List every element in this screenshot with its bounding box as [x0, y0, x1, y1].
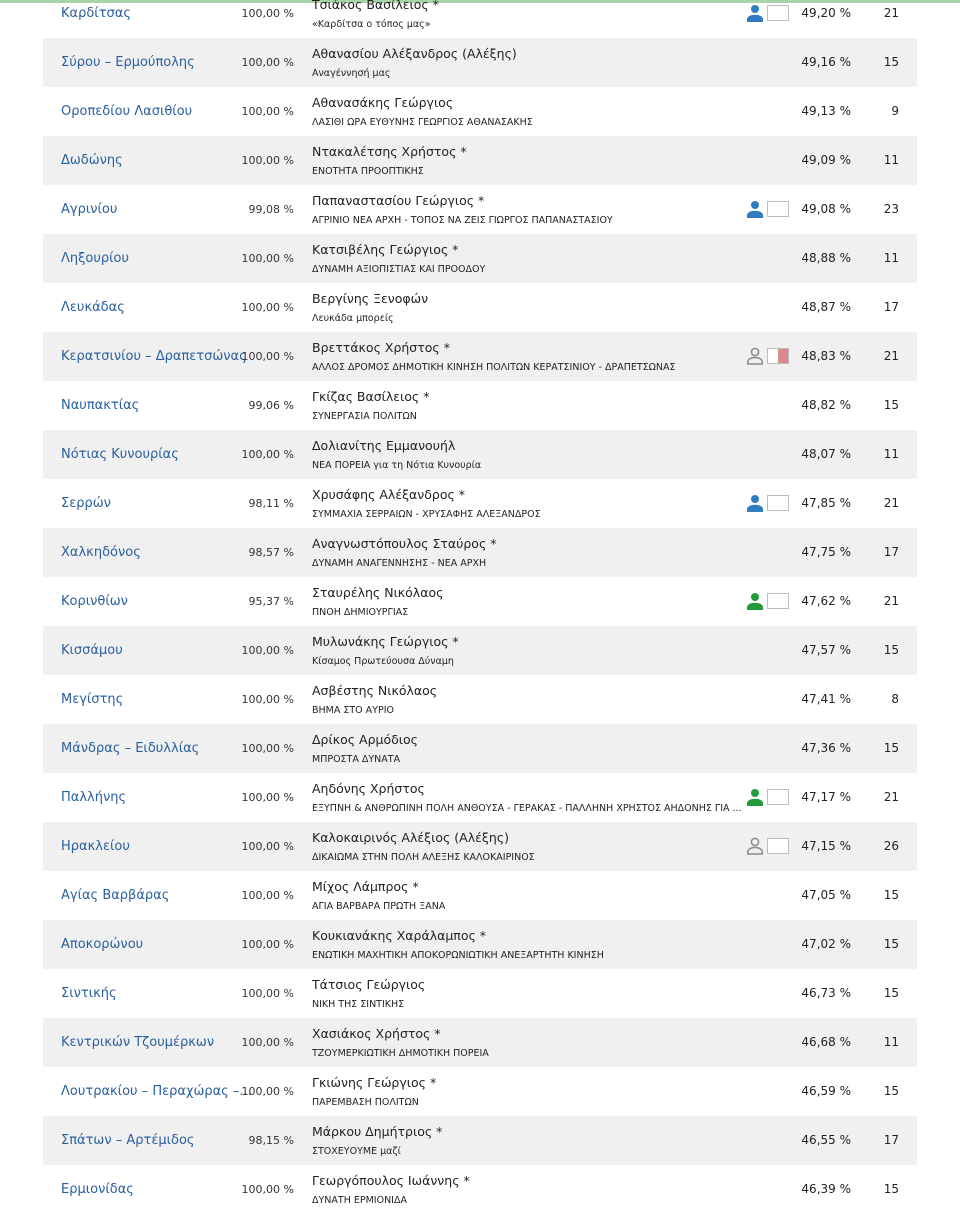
party-name: Αναγέννησή μας — [312, 68, 391, 79]
municipality-link[interactable]: Μάνδρας – Ειδυλλίας — [61, 741, 200, 756]
result-row — [43, 1018, 917, 1067]
municipality-link[interactable]: Σπάτων – Αρτέμιδος — [61, 1133, 195, 1148]
candidate-name: Κουκιανάκης Χαράλαμπος * — [312, 928, 487, 943]
result-row — [43, 283, 917, 332]
seats-count: 15 — [883, 937, 899, 951]
vote-percent: 48,82 % — [801, 398, 851, 412]
municipality-link[interactable]: Κεντρικών Τζουμέρκων — [61, 1035, 215, 1050]
municipality-link[interactable]: Αποκορώνου — [61, 937, 144, 952]
result-row — [43, 1165, 917, 1214]
result-row — [43, 1116, 917, 1165]
vote-percent: 47,75 % — [801, 545, 851, 559]
counted-percent: 100,00 % — [241, 1085, 294, 1098]
counted-percent: 99,06 % — [248, 399, 294, 412]
result-row — [43, 38, 917, 87]
result-row — [43, 381, 917, 430]
counted-percent: 100,00 % — [241, 56, 294, 69]
vote-percent: 46,73 % — [801, 986, 851, 1000]
party-name: ΝΙΚΗ ΤΗΣ ΣΙΝΤΙΚΗΣ — [312, 999, 405, 1010]
candidate-name: Χρυσάφης Αλέξανδρος * — [312, 487, 466, 502]
counted-percent: 98,15 % — [248, 1134, 294, 1147]
counted-percent: 100,00 % — [241, 301, 294, 314]
vote-percent: 47,15 % — [801, 839, 851, 853]
candidate-name: Τσιάκος Βασίλειος * — [312, 0, 439, 12]
result-row — [43, 430, 917, 479]
counted-percent: 100,00 % — [241, 105, 294, 118]
seats-count: 15 — [883, 55, 899, 69]
party-name: ΔΙΚΑΙΩΜΑ ΣΤΗΝ ΠΟΛΗ ΑΛΕΞΗΣ ΚΑΛΟΚΑΙΡΙΝΟΣ — [312, 852, 535, 863]
counted-percent: 100,00 % — [241, 693, 294, 706]
person-icon — [746, 494, 764, 512]
candidate-name: Γεωργόπουλος Ιωάννης * — [312, 1173, 470, 1188]
candidate-name: Ασβέστης Νικόλαος — [312, 683, 438, 698]
counted-percent: 100,00 % — [241, 350, 294, 363]
result-row — [43, 871, 917, 920]
seats-count: 17 — [883, 1133, 899, 1147]
person-icon — [746, 788, 764, 806]
vote-percent: 47,41 % — [801, 692, 851, 706]
candidate-name: Παπαναστασίου Γεώργιος * — [312, 193, 485, 208]
candidate-name: Καλοκαιρινός Αλέξιος (Αλέξης) — [312, 830, 509, 845]
counted-percent: 100,00 % — [241, 889, 294, 902]
result-row — [43, 136, 917, 185]
result-row — [43, 626, 917, 675]
party-name: «Καρδίτσα ο τόπος μας» — [312, 19, 431, 30]
party-name: ΕΞΥΠΝΗ & ΑΝΘΡΩΠΙΝΗ ΠΟΛΗ ΑΝΘΟΥΣΑ - ΓΕΡΑΚΑΣ - ΠΑΛΛΗΝΗ ΧΡΗΣΤΟΣ ΑΗΔΟΝΗΣ ΓΙΑ ... — [312, 803, 742, 814]
candidate-name: Γκιώνης Γεώργιος * — [312, 1075, 437, 1090]
seats-count: 11 — [883, 447, 899, 461]
candidate-name: Μάρκου Δημήτριος * — [312, 1124, 443, 1139]
party-name: ΣΥΜΜΑΧΙΑ ΣΕΡΡΑΙΩΝ - ΧΡΥΣΑΦΗΣ ΑΛΕΞΑΝΔΡΟΣ — [312, 509, 541, 520]
person-icon — [746, 837, 764, 855]
party-name: ΝΕΑ ΠΟΡΕΙΑ για τη Νότια Κυνουρία — [312, 460, 482, 471]
counted-percent: 98,11 % — [248, 497, 294, 510]
candidate-name: Μίχος Λάμπρος * — [312, 879, 419, 894]
counted-percent: 100,00 % — [241, 7, 294, 20]
counted-percent: 100,00 % — [241, 154, 294, 167]
candidate-name: Αθανασάκης Γεώργιος — [312, 95, 454, 110]
party-name: ΔΥΝΑΜΗ ΑΝΑΓΕΝΝΗΣΗΣ - ΝΕΑ ΑΡΧΗ — [312, 558, 487, 569]
vote-percent: 47,57 % — [801, 643, 851, 657]
seats-count: 15 — [883, 1084, 899, 1098]
counted-percent: 100,00 % — [241, 840, 294, 853]
vote-percent: 48,07 % — [801, 447, 851, 461]
municipality-link[interactable]: Κερατσινίου – Δραπετσώνας — [61, 349, 247, 364]
seats-count: 15 — [883, 741, 899, 755]
result-row — [43, 724, 917, 773]
party-name: ΕΝΩΤΙΚΗ ΜΑΧΗΤΙΚΗ ΑΠΟΚΟΡΩΝΙΩΤΙΚΗ ΑΝΕΞΑΡΤΗΤΗ ΚΙΝΗΣΗ — [312, 950, 604, 961]
seats-count: 21 — [883, 594, 899, 608]
vote-percent: 46,55 % — [801, 1133, 851, 1147]
municipality-link[interactable]: Κορινθίων — [61, 594, 128, 609]
vote-percent: 48,87 % — [801, 300, 851, 314]
vote-percent: 49,08 % — [801, 202, 851, 216]
municipality-link[interactable]: Ληξουρίου — [61, 251, 129, 266]
vote-percent: 47,62 % — [801, 594, 851, 608]
seats-count: 23 — [883, 202, 899, 216]
vote-percent: 49,09 % — [801, 153, 851, 167]
candidate-name: Αναγνωστόπουλος Σταύρος * — [312, 536, 497, 551]
party-name: ΠΝΟΗ ΔΗΜΙΟΥΡΓΙΑΣ — [312, 607, 409, 618]
results-table — [43, 0, 917, 1214]
vote-percent: 47,02 % — [801, 937, 851, 951]
party-name: ΛΑΣΙΘΙ ΩΡΑ ΕΥΘΥΝΗΣ ΓΕΩΡΓΙΟΣ ΑΘΑΝΑΣΑΚΗΣ — [312, 117, 533, 128]
municipality-link[interactable]: Μεγίστης — [61, 692, 124, 707]
municipality-link[interactable]: Λουτρακίου – Περαχώρας –... — [61, 1084, 252, 1099]
seats-count: 11 — [883, 1035, 899, 1049]
result-row — [43, 773, 917, 822]
candidate-name: Αθανασίου Αλέξανδρος (Αλέξης) — [312, 46, 517, 61]
seats-count: 21 — [883, 790, 899, 804]
party-name: ΜΠΡΟΣΤΑ ΔΥΝΑΤΑ — [312, 754, 401, 765]
vote-percent: 48,88 % — [801, 251, 851, 265]
result-row — [43, 87, 917, 136]
seats-count: 9 — [891, 104, 899, 118]
vote-percent: 49,13 % — [801, 104, 851, 118]
counted-percent: 100,00 % — [241, 1036, 294, 1049]
party-name: ΒΗΜΑ ΣΤΟ ΑΥΡΙΟ — [312, 705, 394, 716]
candidate-name: Χασιάκος Χρήστος * — [312, 1026, 441, 1041]
result-row — [43, 0, 917, 38]
seats-count: 26 — [883, 839, 899, 853]
municipality-link[interactable]: Λευκάδας — [61, 300, 125, 315]
vote-percent: 48,83 % — [801, 349, 851, 363]
party-name: ΔΥΝΑΤΗ ΕΡΜΙΟΝΙΔΑ — [312, 1195, 407, 1206]
seats-count: 21 — [883, 496, 899, 510]
vote-percent: 46,68 % — [801, 1035, 851, 1049]
party-name: Λευκάδα μπορείς — [312, 313, 394, 324]
party-name: ΑΓΡΙΝΙΟ ΝΕΑ ΑΡΧΗ - ΤΟΠΟΣ ΝΑ ΖΕΙΣ ΓΙΩΡΓΟΣ ΠΑΠΑΝΑΣΤΑΣΙΟΥ — [312, 215, 613, 226]
result-row — [43, 577, 917, 626]
counted-percent: 100,00 % — [241, 448, 294, 461]
candidate-name: Δρίκος Αρμόδιος — [312, 732, 418, 747]
counted-percent: 100,00 % — [241, 742, 294, 755]
counted-percent: 99,08 % — [248, 203, 294, 216]
municipality-link[interactable]: Παλλήνης — [61, 790, 127, 805]
result-row — [43, 675, 917, 724]
municipality-link[interactable]: Ερμιονίδας — [61, 1182, 134, 1197]
candidate-name: Βρεττάκος Χρήστος * — [312, 340, 450, 355]
vote-percent: 47,05 % — [801, 888, 851, 902]
party-name: ΕΝΟΤΗΤΑ ΠΡΟΟΠΤΙΚΗΣ — [312, 166, 424, 177]
municipality-link[interactable]: Καρδίτσας — [61, 6, 131, 21]
candidate-name: Σταυρέλης Νικόλαος — [312, 585, 444, 600]
municipality-link[interactable]: Αγρινίου — [61, 202, 118, 217]
candidate-name: Αηδόνης Χρήστος — [312, 781, 425, 796]
seats-count: 11 — [883, 251, 899, 265]
party-name: ΤΖΟΥΜΕΡΚΙΩΤΙΚΗ ΔΗΜΟΤΙΚΗ ΠΟΡΕΙΑ — [312, 1048, 489, 1059]
seats-count: 15 — [883, 986, 899, 1000]
seats-count: 15 — [883, 1182, 899, 1196]
vote-percent: 47,85 % — [801, 496, 851, 510]
person-icon — [746, 200, 764, 218]
vote-percent: 49,16 % — [801, 55, 851, 69]
party-name: ΠΑΡΕΜΒΑΣΗ ΠΟΛΙΤΩΝ — [312, 1097, 419, 1108]
seats-count: 15 — [883, 643, 899, 657]
vote-percent: 46,59 % — [801, 1084, 851, 1098]
counted-percent: 98,57 % — [248, 546, 294, 559]
candidate-name: Κατσιβέλης Γεώργιος * — [312, 242, 459, 257]
municipality-link[interactable]: Χαλκηδόνος — [61, 545, 141, 560]
candidate-name: Βεργίνης Ξενοφών — [312, 291, 429, 306]
vote-percent: 47,36 % — [801, 741, 851, 755]
vote-percent: 47,17 % — [801, 790, 851, 804]
municipality-link[interactable]: Σιντικής — [61, 986, 117, 1001]
party-name: ΑΓΙΑ ΒΑΡΒΑΡΑ ΠΡΩΤΗ ΞΑΝΑ — [312, 901, 446, 912]
result-row — [43, 920, 917, 969]
seats-count: 17 — [883, 300, 899, 314]
counted-percent: 95,37 % — [248, 595, 294, 608]
municipality-link[interactable]: Δωδώνης — [61, 153, 123, 168]
result-row — [43, 185, 917, 234]
seats-count: 8 — [891, 692, 899, 706]
candidate-name: Μυλωνάκης Γεώργιος * — [312, 634, 459, 649]
seats-count: 17 — [883, 545, 899, 559]
party-name: Κίσαμος Πρωτεύουσα Δύναμη — [312, 656, 454, 667]
person-icon — [746, 4, 764, 22]
counted-percent: 100,00 % — [241, 252, 294, 265]
municipality-link[interactable]: Ναυπακτίας — [61, 398, 140, 413]
result-row — [43, 1067, 917, 1116]
candidate-name: Τάτσιος Γεώργιος — [312, 977, 426, 992]
municipality-link[interactable]: Σερρών — [61, 496, 111, 511]
municipality-link[interactable]: Κισσάμου — [61, 643, 123, 658]
party-name: ΣΥΝΕΡΓΑΣΙΑ ΠΟΛΙΤΩΝ — [312, 411, 417, 422]
seats-count: 21 — [883, 349, 899, 363]
person-icon — [746, 592, 764, 610]
counted-percent: 100,00 % — [241, 987, 294, 1000]
vote-percent: 49,20 % — [801, 6, 851, 20]
seats-count: 15 — [883, 888, 899, 902]
seats-count: 21 — [883, 6, 899, 20]
result-row — [43, 332, 917, 381]
party-name: ΔΥΝΑΜΗ ΑΞΙΟΠΙΣΤΙΑΣ ΚΑΙ ΠΡΟΟΔΟΥ — [312, 264, 486, 275]
counted-percent: 100,00 % — [241, 1183, 294, 1196]
candidate-name: Δολιανίτης Εμμανουήλ — [312, 438, 456, 453]
counted-percent: 100,00 % — [241, 791, 294, 804]
result-row — [43, 969, 917, 1018]
counted-percent: 100,00 % — [241, 938, 294, 951]
party-name: ΑΛΛΟΣ ΔΡΟΜΟΣ ΔΗΜΟΤΙΚΗ ΚΙΝΗΣΗ ΠΟΛΙΤΩΝ ΚΕΡΑΤΣΙΝΙΟΥ - ΔΡΑΠΕΤΣΩΝΑΣ — [312, 362, 676, 373]
municipality-link[interactable]: Σύρου – Ερμούπολης — [61, 55, 195, 70]
result-row — [43, 479, 917, 528]
party-name: ΣΤΟΧΕΥΟΥΜΕ μαζί — [312, 1146, 401, 1157]
vote-percent: 46,39 % — [801, 1182, 851, 1196]
result-row — [43, 528, 917, 577]
seats-count: 15 — [883, 398, 899, 412]
municipality-link[interactable]: Ηρακλείου — [61, 839, 130, 854]
municipality-link[interactable]: Νότιας Κυνουρίας — [61, 447, 179, 462]
result-row — [43, 234, 917, 283]
municipality-link[interactable]: Οροπεδίου Λασιθίου — [61, 104, 193, 119]
result-row — [43, 822, 917, 871]
counted-percent: 100,00 % — [241, 644, 294, 657]
person-icon — [746, 347, 764, 365]
candidate-name: Ντακαλέτσης Χρήστος * — [312, 144, 467, 159]
seats-count: 11 — [883, 153, 899, 167]
candidate-name: Γκίζας Βασίλειος * — [312, 389, 430, 404]
municipality-link[interactable]: Αγίας Βαρβάρας — [61, 888, 170, 903]
